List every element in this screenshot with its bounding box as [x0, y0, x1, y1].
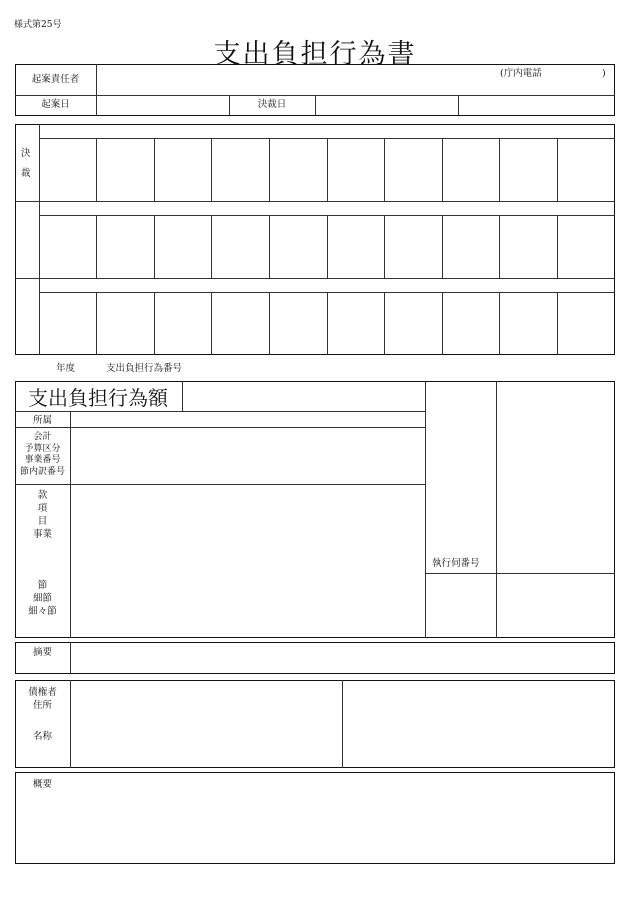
approval-stamp-cell[interactable]: [155, 293, 211, 355]
approval-stamp-cell[interactable]: [500, 216, 557, 278]
approval-stamp-cell[interactable]: [212, 139, 269, 201]
summary-label: 摘要: [32, 647, 52, 658]
execution-number-label: 執行伺番号: [432, 558, 480, 569]
item-field[interactable]: [71, 485, 425, 637]
approval-stamp-cell[interactable]: [558, 216, 614, 278]
approval-stamp-cell[interactable]: [212, 216, 269, 278]
approval-stamp-cell[interactable]: [97, 216, 154, 278]
fiscal-year-label: 年度: [56, 363, 76, 374]
overview-field[interactable]: [16, 795, 614, 863]
affiliation-field[interactable]: [71, 412, 425, 427]
approval-stamp-cell[interactable]: [40, 293, 96, 355]
approval-stamp-cell[interactable]: [212, 293, 269, 355]
approval-stamp-cell[interactable]: [385, 293, 442, 355]
summary-field[interactable]: [71, 643, 614, 673]
approval-stamp-cell[interactable]: [558, 139, 614, 201]
creditor-address-label: 債権者 住所: [28, 687, 57, 711]
page-title: 支出負担行為書: [213, 39, 417, 70]
expenditure-number-label: 支出負担行為番号: [106, 363, 183, 374]
creditor-name-label: 名称: [32, 731, 52, 742]
approval-stamp-cell[interactable]: [155, 139, 211, 201]
approval-stamp-cell[interactable]: [155, 216, 211, 278]
phone-label: (庁内電話: [500, 68, 542, 79]
approval-label-1: 決: [21, 148, 31, 159]
approval-stamp-cell[interactable]: [270, 139, 327, 201]
approval-stamp-cell[interactable]: [97, 293, 154, 355]
approval-stamp-cell[interactable]: [40, 216, 96, 278]
approval-stamp-cell[interactable]: [500, 293, 557, 355]
approval-stamp-cell[interactable]: [385, 216, 442, 278]
form-number: 様式第25号: [14, 20, 62, 30]
approval-stamp-cell[interactable]: [500, 139, 557, 201]
approval-stamp-cell[interactable]: [270, 293, 327, 355]
overview-label: 概要: [33, 779, 53, 790]
draft-date-label: 起案日: [41, 99, 70, 110]
approval-stamp-cell[interactable]: [443, 293, 499, 355]
approval-label-2: 裁: [21, 168, 31, 179]
accounting-labels: 会計 予算区分 事業番号 節内訳番号: [19, 432, 65, 477]
approval-stamp-cell[interactable]: [97, 139, 154, 201]
creditor-field[interactable]: [71, 681, 342, 767]
creditor-field-right[interactable]: [343, 681, 614, 767]
affiliation-label: 所属: [32, 415, 52, 426]
approval-stamp-cell[interactable]: [558, 293, 614, 355]
execution-number-field[interactable]: [497, 574, 614, 637]
approval-row-divider-2: [15, 278, 615, 279]
approval-stamp-cell[interactable]: [328, 139, 384, 201]
decision-date-field[interactable]: [316, 96, 458, 115]
amount-field[interactable]: [183, 382, 425, 411]
approval-stamp-cell[interactable]: [328, 293, 384, 355]
approval-row-divider-1: [15, 201, 615, 202]
approval-stamp-cell[interactable]: [40, 139, 96, 201]
section-labels: 節 細節 細々節: [28, 580, 57, 617]
decision-date-label: 決裁日: [257, 99, 287, 110]
accounting-field[interactable]: [71, 428, 425, 484]
approval-stamp-cell[interactable]: [443, 216, 499, 278]
amount-title: 支出負担行為額: [28, 386, 168, 410]
phone-close: ): [602, 68, 606, 79]
draft-date-field[interactable]: [97, 96, 229, 115]
approval-stamp-cell[interactable]: [328, 216, 384, 278]
item-labels: 款 項 目 事業: [32, 490, 52, 540]
amount-right-divider: [425, 381, 426, 638]
approval-stamp-cell[interactable]: [443, 139, 499, 201]
approval-stamp-cell[interactable]: [270, 216, 327, 278]
approval-stamp-cell[interactable]: [385, 139, 442, 201]
header-date-divider-3: [458, 95, 459, 116]
responsible-label: 起案責任者: [31, 74, 80, 85]
